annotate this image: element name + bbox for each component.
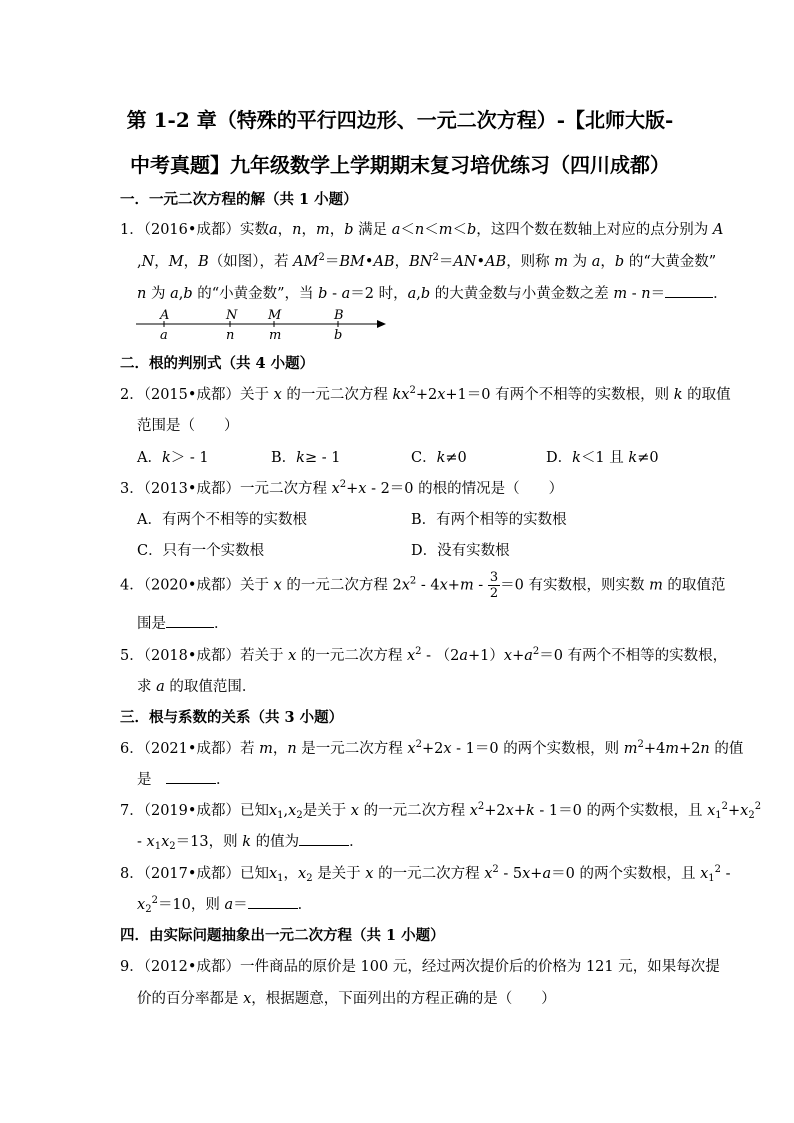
option-2a[interactable]: A．k＞ - 1 (137, 450, 209, 466)
question-9-line-2: 价的百分率都是 x，根据题意，下面列出的方程正确的是（ ） (137, 991, 556, 1007)
number-line-figure (130, 306, 400, 342)
text: 关于 (239, 387, 269, 403)
text: 一元二次方程 (239, 481, 327, 497)
option-3c[interactable]: C．只有一个实数根 (137, 543, 265, 559)
text: 时， (378, 286, 408, 302)
text: 的值 (714, 741, 744, 757)
question-source: （2012•成都） (143, 959, 240, 975)
text: 已知 (239, 866, 269, 882)
question-6-line-1: 6．（2021•成都）若 m，n 是一元二次方程 $x^2+2x - 1=0$ 的两个实数根，则 $m^2+4m+2n$ 的值 (120, 739, 744, 757)
text: 有两个不相等的实数根， (567, 648, 728, 664)
point-label-B: B (334, 308, 344, 323)
question-1-line-1: 1．（2016•成都）实数a，n，m，b 满足 a＜n＜m＜b，这四个数在数轴上对应的点分别为 A (120, 222, 724, 238)
text: 求 (137, 679, 152, 695)
question-number: 2． (120, 387, 144, 403)
question-2-line-2: 范围是（ ） (137, 418, 239, 434)
question-source: （2018•成都） (143, 648, 240, 664)
answer-blank[interactable] (248, 908, 298, 909)
text: 的“大黄金数” (628, 254, 717, 270)
answer-blank[interactable] (665, 297, 713, 298)
section-heading-3: 三．根与系数的关系（共 3 小题） (120, 709, 344, 726)
text: 的取值范 (667, 577, 726, 594)
text: 为 (572, 254, 588, 270)
section-heading-1: 一．一元二次方程的解（共 1 小题） (120, 191, 358, 208)
text: 是关于 (302, 803, 347, 819)
point-label-M: M (268, 308, 282, 323)
text: 实数 (239, 222, 269, 238)
text: 的值为 (255, 834, 300, 850)
value-label-m: m (269, 328, 282, 342)
document-title: 第 1-2 章（特殊的平行四边形、一元二次方程）-【北师大版-中考真题】九年级数学上学期期末复习培优练习（四川成都） (126, 108, 674, 177)
text: 价的百分率都是 (137, 991, 239, 1007)
text: 的“小黄金数”，当 (197, 286, 314, 302)
value-label-a: a (160, 328, 168, 342)
question-number: 4． (120, 577, 144, 594)
question-7-line-1: 7．（2019•成都）已知$x_1,x_2$是关于 x 的一元二次方程 $x^2+2x+k - 1=0$ 的两个实数根，且 $x_1^2+x_2^2$ (120, 801, 762, 821)
text: 围是 (137, 616, 166, 632)
text: 的大黄金数与小黄金数之差 (434, 286, 609, 302)
question-source: （2019•成都） (143, 803, 240, 819)
text: ＜1 且 (580, 450, 624, 466)
option-3a[interactable]: A．有两个不相等的实数根 (137, 512, 307, 528)
text: 是 (137, 772, 152, 788)
question-8-line-2: $x_2^2=10$，则 a＝ ． (137, 895, 313, 915)
question-source: （2017•成都） (143, 866, 240, 882)
text: 若 (239, 741, 255, 757)
text: 有两个不相等的实数根，则 (495, 387, 670, 403)
question-source: （2016•成都） (143, 222, 240, 238)
question-source: （2013•成都） (143, 481, 240, 497)
text: 满足 (358, 222, 388, 238)
section-heading-2: 二．根的判别式（共 4 小题） (120, 355, 315, 372)
section-heading-4: 四．由实际问题抽象出一元二次方程（共 1 小题） (120, 927, 445, 944)
option-2c[interactable]: C．k≠0 (411, 450, 467, 466)
point-label-N: N (226, 308, 238, 323)
text: 是关于 (317, 866, 361, 882)
option-letter: A． (137, 450, 162, 466)
answer-blank[interactable] (166, 627, 214, 628)
numerator: 3 (489, 570, 499, 585)
text: ，根据题意，下面列出的方程正确的是（ ） (251, 991, 556, 1007)
text: 的取值 (687, 387, 731, 403)
question-number: 9． (120, 959, 144, 975)
question-number: 3． (120, 481, 144, 497)
question-source: （2021•成都） (143, 741, 240, 757)
option-2d[interactable]: D．k＜1 且 k≠0 (546, 450, 659, 466)
text: 关于 (239, 577, 269, 594)
denominator: 2 (489, 586, 499, 601)
option-3d[interactable]: D．没有实数根 (411, 543, 510, 559)
question-9-line-1 (120, 955, 720, 976)
text: 的一元二次方程 (300, 648, 403, 664)
question-number: 7． (120, 803, 144, 819)
text: 的一元二次方程 (363, 803, 466, 819)
text: ＝10，则 (157, 897, 220, 913)
question-5-line-1: 5．（2018•成都）若关于 x 的一元二次方程 $x^2 - (2a+1)x+a^2=0$ 有两个不相等的实数根， (120, 646, 728, 664)
question-number: 5． (120, 648, 144, 664)
text: 的一元二次方程 (286, 577, 388, 594)
question-number: 8． (120, 866, 144, 882)
option-letter: B． (271, 450, 297, 466)
question-1-line-3: n 为 a,b 的“小黄金数”，当 b - a＝2 时，a,b 的大黄金数与小黄金数之差 m - n＝ ． (137, 286, 728, 302)
value-label-b: b (334, 328, 343, 342)
text: 的取值范围． (169, 679, 257, 695)
question-source: （2020•成都） (143, 577, 240, 594)
text: ，则称 (506, 254, 550, 270)
question-7-line-2: - $x_1x_2=13$，则 k 的值为 ． (137, 834, 364, 852)
question-number: 1． (120, 222, 144, 238)
arrow-head-icon (377, 320, 386, 328)
text: 的根的情况是（ ） (418, 481, 564, 497)
question-3-line-1: 3．（2013•成都）一元二次方程 $x^2+x - 2=0$ 的根的情况是（ ） (120, 479, 564, 497)
text: 的一元二次方程 (286, 387, 388, 403)
point-label-A: A (160, 308, 170, 323)
question-2-line-1: 2．（2015•成都）关于 x 的一元二次方程 $kx^2+2x+1=0$ 有两个不相等的实数根，则 k 的取值 (120, 385, 731, 403)
text: 的两个实数根，则 (503, 741, 620, 757)
question-4-line-2: 围是 ． (137, 616, 229, 632)
text: ＝0 有实数根，则实数 (500, 577, 645, 594)
text: 的两个实数根，且 (579, 866, 696, 882)
option-2b[interactable]: B．k≥ - 1 (271, 450, 341, 466)
text: 若关于 (239, 648, 284, 664)
text: 的两个实数根，且 (586, 803, 703, 819)
fraction (488, 570, 500, 601)
option-letter: D． (546, 450, 573, 466)
question-1-line-2: ,N，M，B（如图），若 $AM^2=BM•AB$，$BN^2=AN•AB$，则称 m 为 a，b 的“大黄金数” (137, 252, 717, 270)
value-label-n: n (226, 328, 235, 342)
text: ，这四个数在数轴上对应的点分别为 (476, 222, 709, 238)
text: 已知 (239, 803, 269, 819)
question-number: 6． (120, 741, 144, 757)
text: 一件商品的原价是 100 元，经过两次提价后的价格为 121 元，如果每次提 (239, 959, 720, 975)
text: 为 (150, 286, 166, 302)
answer-blank[interactable] (166, 783, 216, 784)
option-letter: C． (411, 450, 437, 466)
question-4-line-1: 4．（2020•成都）关于 x 的一元二次方程 $2x^2 - 4x+m$ - $\frac{3}{2}$ ＝0 有实数根，则实数 m 的取值范 (120, 570, 726, 601)
text: ＝13，则 (175, 834, 238, 850)
text: （如图），若 (208, 254, 289, 270)
question-5-line-2: 求 a 的取值范围． (137, 679, 257, 695)
question-6-line-2: 是 ． (137, 772, 231, 788)
text: 是一元二次方程 (301, 741, 403, 757)
question-source: （2015•成都） (143, 387, 240, 403)
option-3b[interactable]: B．有两个相等的实数根 (411, 512, 567, 528)
answer-blank[interactable] (299, 845, 349, 846)
question-8-line-1: 8．（2017•成都）已知$x_1$，$x_2$ 是关于 x 的一元二次方程 $x^2 - 5x+a=0$ 的两个实数根，且 $x_1^2$ - (120, 864, 731, 884)
text: 的一元二次方程 (378, 866, 480, 882)
